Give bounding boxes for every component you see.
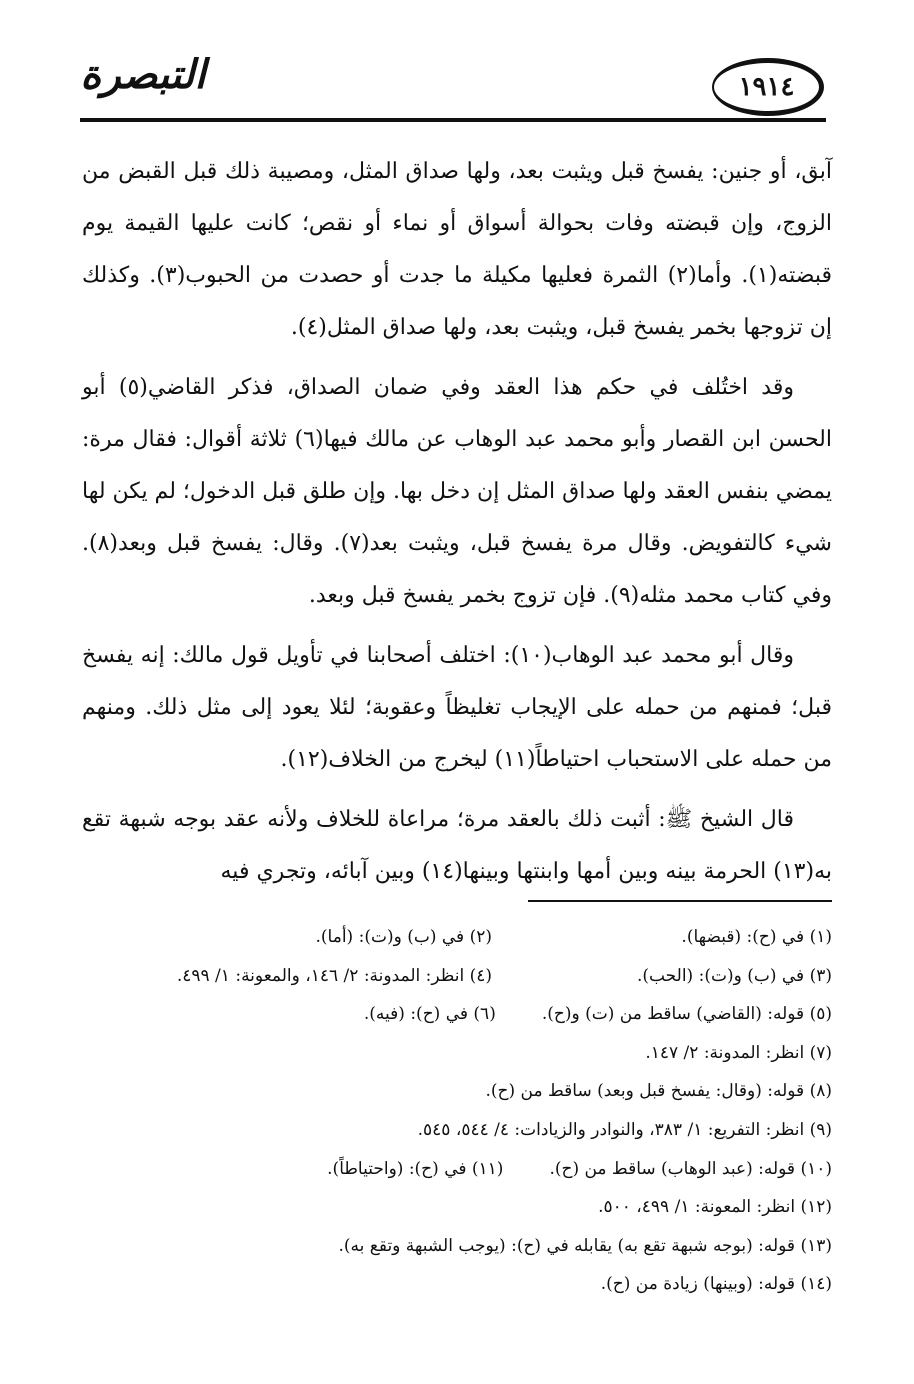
page-number: ١٩١٤ xyxy=(712,58,824,116)
footnote-row xyxy=(82,1111,832,1150)
footnote: (١٣) قوله: (بوجه شبهة تقع به) يقابله في (ح): (يوجب الشبهة وتقع به). xyxy=(338,1235,832,1256)
header-rule xyxy=(80,118,826,122)
footnote: (١) في (ح): (قبضها). xyxy=(681,927,832,947)
footnote-row xyxy=(82,1150,832,1189)
paragraph: وقد اختُلف في حكم هذا العقد وفي ضمان الصداق، فذكر القاضي(٥) أبو الحسن ابن القصار وأبو محمد عبد الوهاب عن مالك فيها(٦) ثلاثة أقوال: فقال مرة: يمضي بنفس العقد ولها صداق المثل إن دخل بها. وإن طلق قبل الدخول؛ لم يكن لها شيء كالتفويض. وقال مرة يفسخ قبل، ويثبت بعد(٧). وقال: يفسخ قبل وبعد(٨). وفي كتاب محمد مثله(٩). فإن تزوج بخمر يفسخ قبل وبعد. xyxy=(82,375,832,608)
footnote: (٦) في (ح): (فيه). xyxy=(363,1004,496,1025)
paragraph: آبق، أو جنين: يفسخ قبل ويثبت بعد، ولها صداق المثل، ومصيبة ذلك قبل القبض من الزوج، وإن قبضته وفات بحوالة أسواق أو نماء أو نقص؛ كانت عليها القيمة يوم قبضته(١). وأما(٢) الثمرة فعليها مكيلة ما جدت أو حصدت من الحبوب(٣). وكذلك إن تزوجها بخمر يفسخ قبل، ويثبت بعد، ولها صداق المثل(٤). xyxy=(82,159,832,340)
book-title-logo: التبصرة xyxy=(80,50,206,98)
footnote: (٩) انظر: التفريع: ١/ ٣٨٣، والنوادر والزيادات: ٤/ ٥٤٤، ٥٤٥. xyxy=(417,1119,832,1140)
footnote-spacer xyxy=(496,995,542,1034)
footnote-row xyxy=(82,1072,832,1111)
footnote: (٥) قوله: (القاضي) ساقط من (ت) و(ح). xyxy=(541,1004,832,1025)
paragraph: وقال أبو محمد عبد الوهاب(١٠): اختلف أصحابنا في تأويل قول مالك: إنه يفسخ قبل؛ فمنهم من حمله على الإيجاب تغليظاً وعقوبة؛ لئلا يعود إلى مثل ذلك. ومنهم من حمله على الاستحباب احتياطاً(١١) ليخرج من الخلاف(١٢). xyxy=(82,643,832,772)
footnote-row xyxy=(82,1227,832,1266)
main-text xyxy=(82,146,832,906)
footnote: (١٤) قوله: (وبينها) زيادة من (ح). xyxy=(600,1274,832,1295)
footnote: (١١) في (ح): (واحتياطاً). xyxy=(327,1158,504,1179)
footnote-row xyxy=(82,957,832,996)
footnote: (٧) انظر: المدونة: ٢/ ١٤٧. xyxy=(645,1042,832,1063)
footnote: (٣) في (ب) و(ت): (الحب). xyxy=(636,965,832,986)
footnote-row xyxy=(82,1188,832,1227)
paragraph: قال الشيخ ﷺ: أثبت ذلك بالعقد مرة؛ مراعاة للخلاف ولأنه عقد بوجه شبهة تقع به(١٣) الحرمة بينه وبين أمها وابنتها وبينها(١٤) وبين آبائه، وتجري فيه xyxy=(82,807,832,884)
footnote-row xyxy=(82,1034,832,1073)
footnote: (١٢) انظر: المعونة: ١/ ٤٩٩، ٥٠٠. xyxy=(598,1197,832,1218)
footnote-divider xyxy=(528,900,832,902)
footnote: (٢) في (ب) و(ت): (أما). xyxy=(315,927,492,947)
footnote: (١٠) قوله: (عبد الوهاب) ساقط من (ح). xyxy=(549,1158,832,1179)
footnote-row xyxy=(82,1265,832,1304)
footnote-row xyxy=(82,995,832,1034)
footnote: (٤) انظر: المدونة: ٢/ ١٤٦، والمعونة: ١/ ٤٩٩. xyxy=(176,965,492,986)
footnote-spacer xyxy=(503,1150,549,1189)
footnote-row xyxy=(82,918,832,957)
footnotes xyxy=(82,918,832,1304)
footnote: (٨) قوله: (وقال: يفسخ قبل وبعد) ساقط من (ح). xyxy=(485,1081,832,1102)
page-header xyxy=(0,0,914,140)
